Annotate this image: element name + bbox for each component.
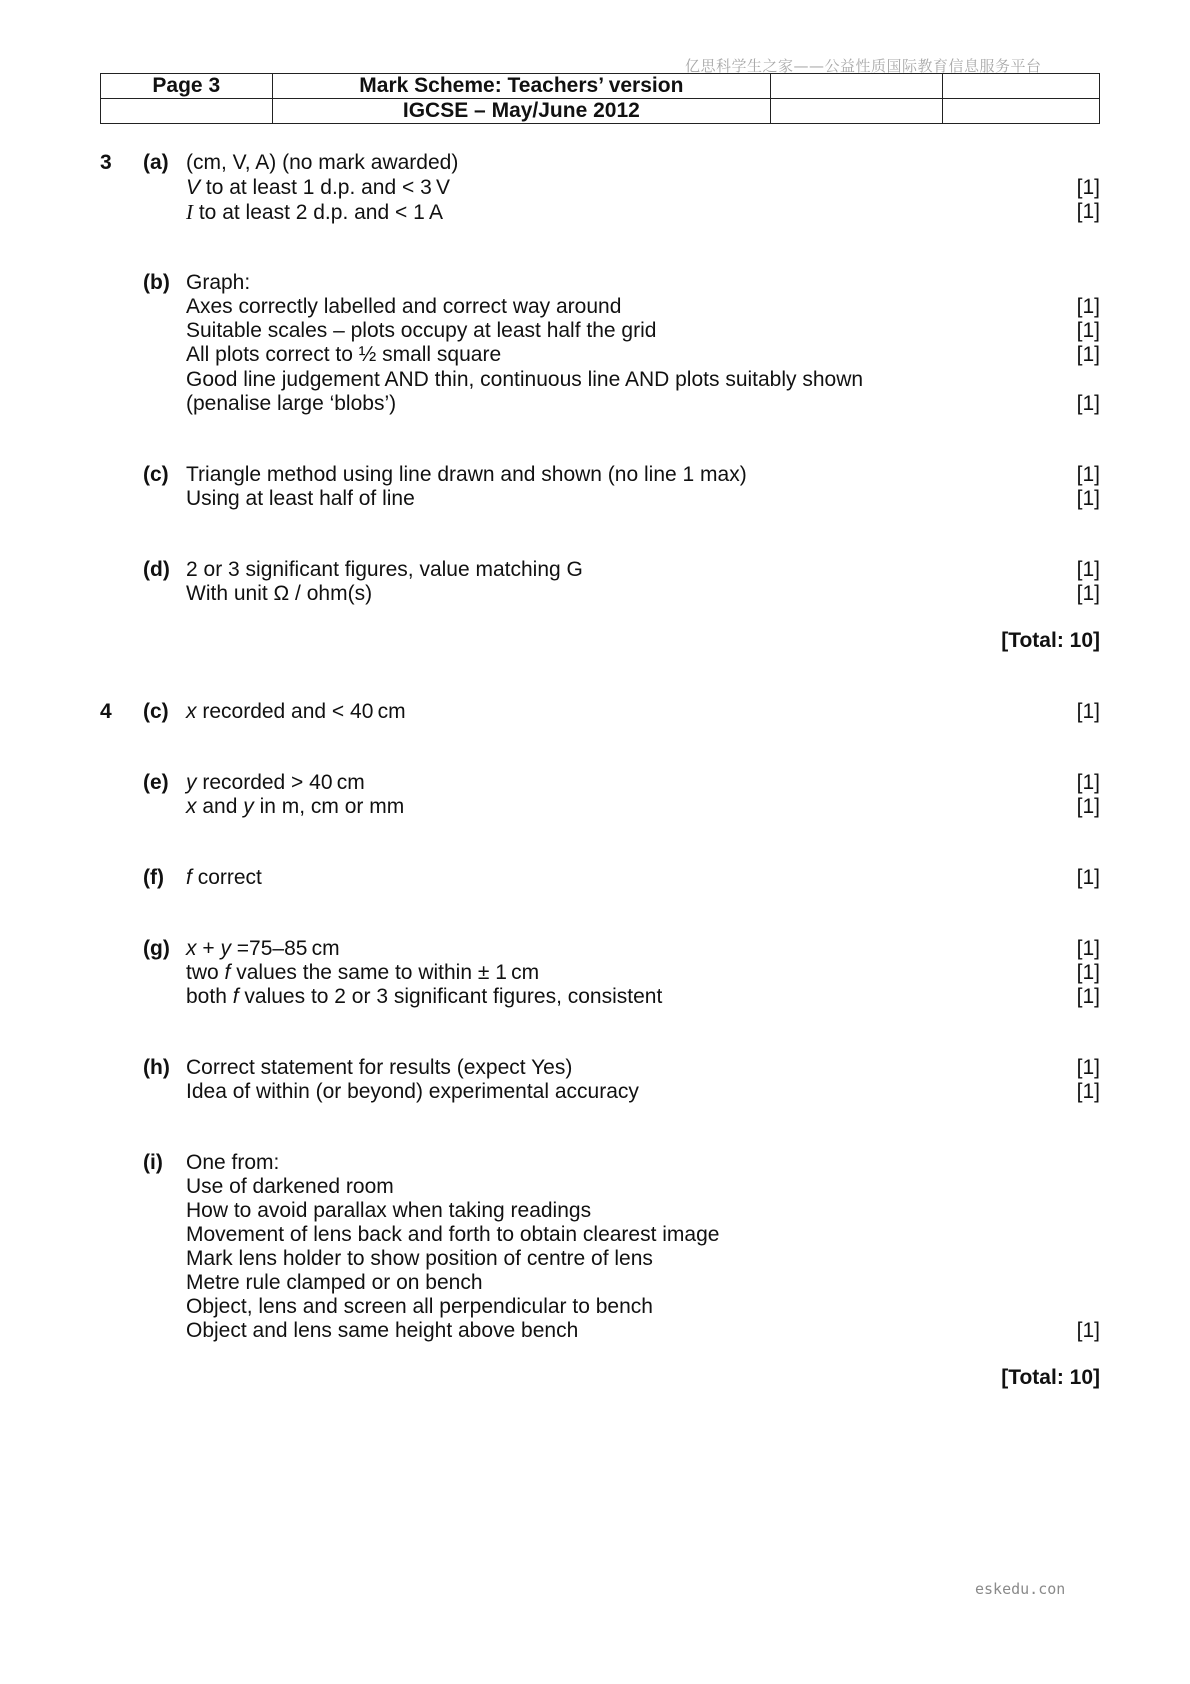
question-number: 4 <box>100 700 112 723</box>
q3-b-line-1 <box>0 270 1190 296</box>
mark: [1] <box>1076 392 1100 415</box>
header-empty-cell <box>942 74 1099 99</box>
mark: [1] <box>1076 343 1100 366</box>
answer-text: Movement of lens back and forth to obtain clearest image <box>186 1223 720 1246</box>
part-label: (f) <box>143 866 164 889</box>
mark: [1] <box>1076 1080 1100 1103</box>
total-marks: [Total: 10] <box>1001 629 1100 652</box>
answer-text: Use of darkened room <box>186 1175 394 1198</box>
mark: [1] <box>1076 985 1100 1008</box>
q4-h-line-1 <box>0 1055 1190 1081</box>
mark: [1] <box>1076 319 1100 342</box>
q4-i-line-4 <box>0 1222 1190 1248</box>
header-empty-cell <box>101 99 273 124</box>
q3-a-line-3 <box>0 199 1190 225</box>
answer-text: 2 or 3 significant figures, value matching G <box>186 558 583 581</box>
mark: [1] <box>1076 795 1100 818</box>
answer-text: Triangle method using line drawn and shown (no line 1 max) <box>186 463 747 486</box>
q3-total <box>0 628 1190 654</box>
part-label: (e) <box>143 771 169 794</box>
answer-text: V to at least 1 d.p. and < 3 V <box>186 176 450 199</box>
answer-text: two f values the same to within ± 1 cm <box>186 961 540 984</box>
answer-text: Object and lens same height above bench <box>186 1319 579 1342</box>
q4-e-line-2 <box>0 794 1190 820</box>
part-label: (g) <box>143 937 170 960</box>
answer-text: x and y in m, cm or mm <box>186 795 405 818</box>
q3-b-line-4 <box>0 342 1190 368</box>
answer-text: One from: <box>186 1151 280 1174</box>
q3-d-line-2 <box>0 581 1190 607</box>
answer-text: x recorded and < 40 cm <box>186 700 406 723</box>
q4-e-line-1 <box>0 770 1190 796</box>
answer-text: How to avoid parallax when taking readings <box>186 1199 592 1222</box>
q3-b-line-6 <box>0 391 1190 417</box>
q3-a-line-2 <box>0 175 1190 201</box>
q4-c-line-1 <box>0 699 1190 725</box>
q3-b-line-3 <box>0 318 1190 344</box>
answer-text: (cm, V, A) (no mark awarded) <box>186 151 459 174</box>
q4-i-line-2 <box>0 1174 1190 1200</box>
answer-text: I to at least 2 d.p. and < 1 A <box>186 200 443 224</box>
answer-text: (penalise large ‘blobs’) <box>186 392 397 415</box>
mark: [1] <box>1076 866 1100 889</box>
part-label: (a) <box>143 151 169 174</box>
q4-g-line-1 <box>0 936 1190 962</box>
answer-text: Suitable scales – plots occupy at least half the grid <box>186 319 657 342</box>
q3-d-line-1 <box>0 557 1190 583</box>
mark: [1] <box>1076 295 1100 318</box>
answer-text: With unit Ω / ohm(s) <box>186 582 373 605</box>
mark: [1] <box>1076 558 1100 581</box>
q4-g-line-2 <box>0 960 1190 986</box>
q3-a-line-1 <box>0 150 1190 176</box>
footer-site-text: eskedu.con <box>975 1580 1066 1598</box>
part-label: (b) <box>143 271 170 294</box>
q3-c-line-2 <box>0 486 1190 512</box>
q3-c-line-1 <box>0 462 1190 488</box>
q3-b-line-2 <box>0 294 1190 320</box>
mark: [1] <box>1076 1319 1100 1342</box>
header-empty-cell <box>942 99 1099 124</box>
mark: [1] <box>1076 200 1100 223</box>
answer-text: y recorded > 40 cm <box>186 771 365 794</box>
part-label: (c) <box>143 700 169 723</box>
q4-i-line-5 <box>0 1246 1190 1272</box>
answer-text: Axes correctly labelled and correct way around <box>186 295 622 318</box>
answer-text: Graph: <box>186 271 251 294</box>
mark: [1] <box>1076 487 1100 510</box>
header-page: Page 3 <box>101 74 273 99</box>
part-label: (d) <box>143 558 170 581</box>
header-empty-cell <box>771 74 942 99</box>
q4-i-line-3 <box>0 1198 1190 1224</box>
answer-text: Idea of within (or beyond) experimental accuracy <box>186 1080 639 1103</box>
mark: [1] <box>1076 582 1100 605</box>
answer-text: x + y =75–85 cm <box>186 937 340 960</box>
answer-text: Object, lens and screen all perpendicular to bench <box>186 1295 653 1318</box>
watermark: 亿思科学生之家——公益性质国际教育信息服务平台 <box>685 57 1042 75</box>
header-table <box>100 73 1100 124</box>
q4-i-line-8 <box>0 1318 1190 1344</box>
part-label: (i) <box>143 1151 163 1174</box>
question-number: 3 <box>100 151 112 174</box>
total-marks: [Total: 10] <box>1001 1366 1100 1389</box>
answer-text: Mark lens holder to show position of centre of lens <box>186 1247 653 1270</box>
variable-v: V <box>186 176 201 199</box>
answer-text: Using at least half of line <box>186 487 415 510</box>
mark: [1] <box>1076 961 1100 984</box>
mark: [1] <box>1076 176 1100 199</box>
answer-text: Good line judgement AND thin, continuous line AND plots suitably shown <box>186 368 864 391</box>
q4-f-line-1 <box>0 865 1190 891</box>
answer-text: both f values to 2 or 3 significant figures, consistent <box>186 985 663 1008</box>
q4-i-line-1 <box>0 1150 1190 1176</box>
header-exam: IGCSE – May/June 2012 <box>272 99 771 124</box>
mark: [1] <box>1076 1056 1100 1079</box>
answer-text: All plots correct to ½ small square <box>186 343 502 366</box>
header-title: Mark Scheme: Teachers’ version <box>272 74 771 99</box>
header-empty-cell <box>771 99 942 124</box>
q4-h-line-2 <box>0 1079 1190 1105</box>
q4-total <box>0 1365 1190 1391</box>
q4-i-line-7 <box>0 1294 1190 1320</box>
mark: [1] <box>1076 463 1100 486</box>
mark: [1] <box>1076 937 1100 960</box>
part-label: (c) <box>143 463 169 486</box>
mark: [1] <box>1076 771 1100 794</box>
part-label: (h) <box>143 1056 170 1079</box>
answer-text: Correct statement for results (expect Yes) <box>186 1056 573 1079</box>
answer-text: f correct <box>186 866 262 889</box>
q4-i-line-6 <box>0 1270 1190 1296</box>
q4-g-line-3 <box>0 984 1190 1010</box>
q3-b-line-5 <box>0 367 1190 393</box>
answer-text: Metre rule clamped or on bench <box>186 1271 483 1294</box>
mark: [1] <box>1076 700 1100 723</box>
variable-i: I <box>186 200 193 224</box>
